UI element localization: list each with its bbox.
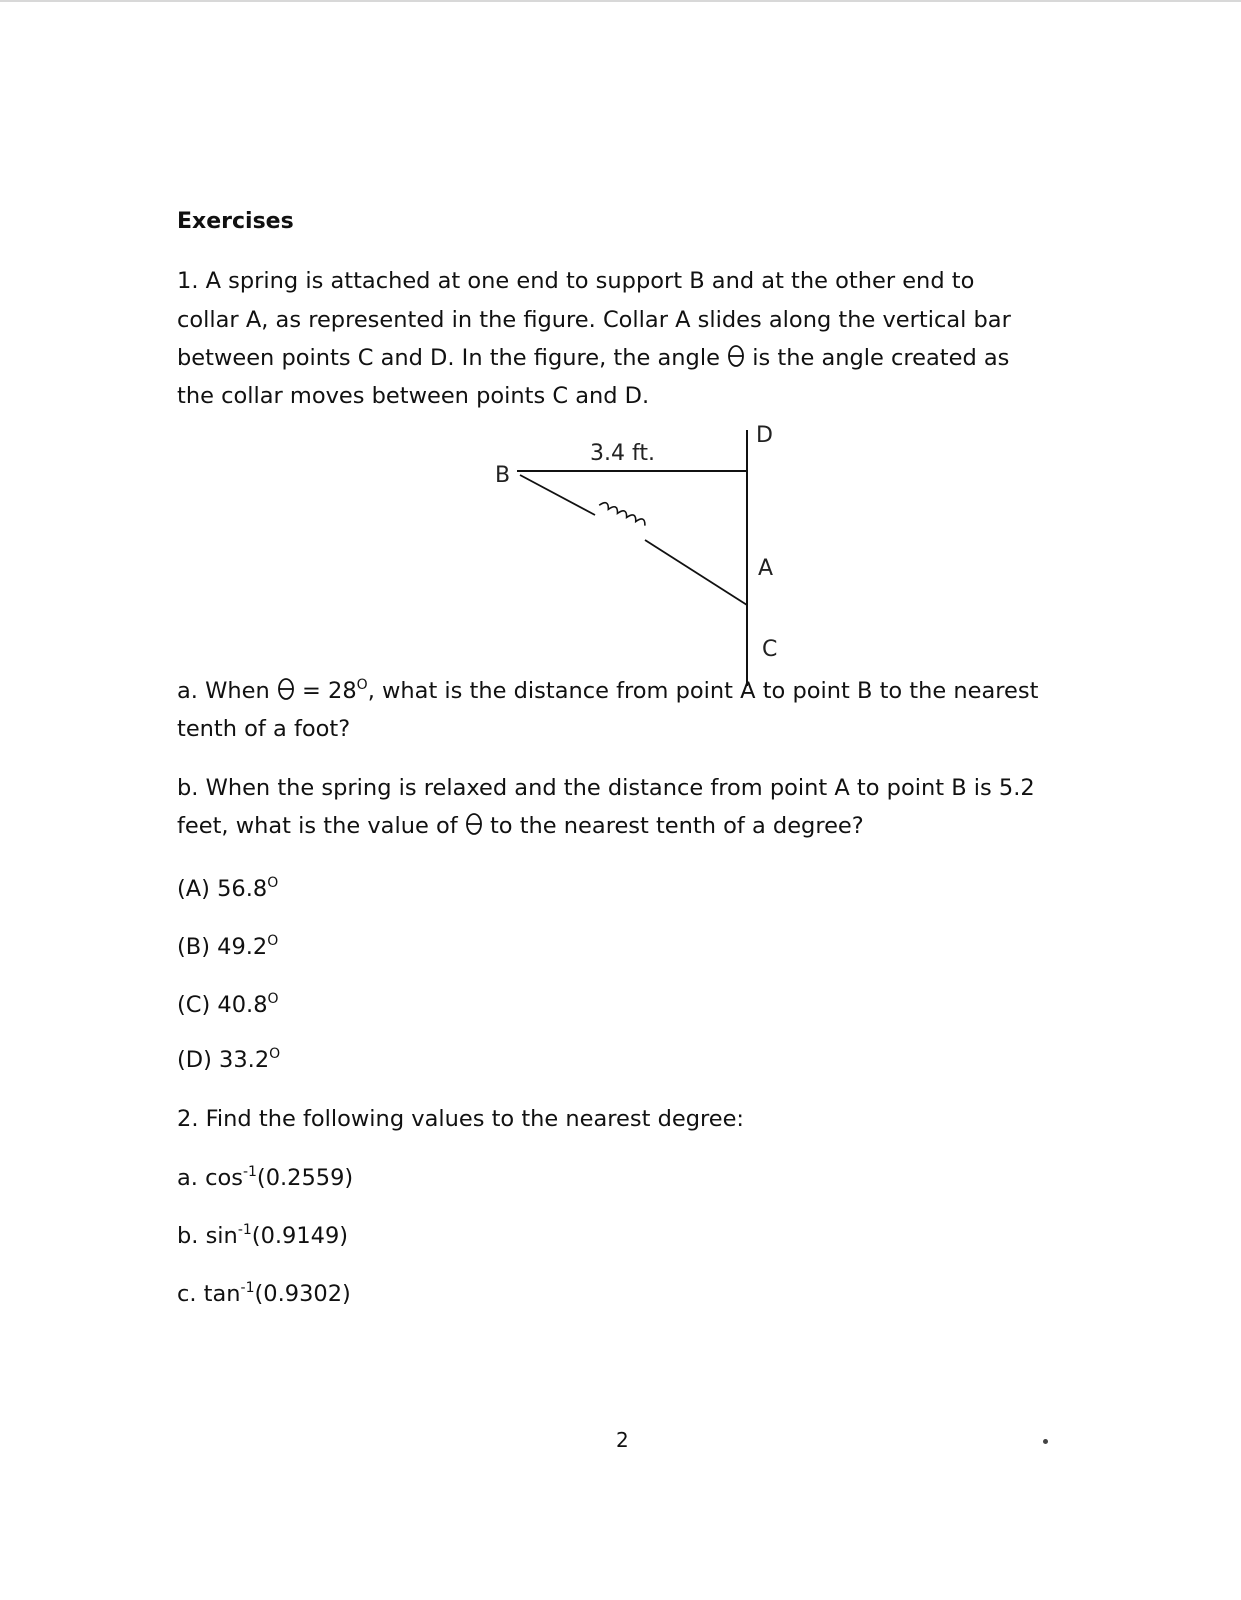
degree-mark: O [356, 677, 368, 693]
part-a-line1 [177, 672, 1038, 711]
point-c-label: C [762, 637, 778, 662]
degree-mark: O [267, 991, 279, 1007]
function-argument: (0.2559) [256, 1165, 354, 1191]
part-b-end: to the nearest tenth of a degree? [489, 813, 864, 839]
degree-mark: O [267, 933, 279, 949]
problem1-intro-line4: the collar moves between points C and D. [177, 383, 650, 409]
spring-segment-top [520, 475, 595, 515]
theta-icon [727, 344, 745, 368]
function-name: b. sin [177, 1223, 238, 1249]
function-argument: (0.9302) [254, 1281, 351, 1307]
function-argument: (0.9149) [251, 1223, 349, 1249]
choice-b-value: (B) 49.2 [177, 934, 268, 960]
part-a-question: , what is the distance from point A to point B to the nearest [367, 678, 1039, 704]
problem2-item-a [177, 1159, 353, 1198]
part-b-line2 [177, 807, 864, 846]
problem1-intro-line1: 1. A spring is attached at one end to support B and at the other end to [177, 268, 975, 294]
choice-c-value: (C) 40.8 [177, 992, 268, 1018]
spring-collar-figure [490, 420, 820, 690]
spring-coil [599, 501, 647, 526]
section-heading: Exercises [177, 209, 294, 234]
degree-mark: O [267, 875, 279, 891]
page-number: 2 [616, 1428, 629, 1452]
inverse-exponent: -1 [242, 1164, 257, 1180]
length-label: 3.4 ft. [590, 441, 655, 466]
choice-d [177, 1041, 280, 1080]
point-d-label: D [756, 423, 773, 448]
problem1-intro-line3 [177, 339, 1009, 378]
scan-speck [1043, 1439, 1048, 1444]
choice-a [177, 870, 278, 909]
point-a-label: A [758, 556, 774, 581]
problem2-item-b [177, 1217, 348, 1256]
intro-line3-end: is the angle created as [752, 345, 1010, 371]
intro-line3-start: between points C and D. In the figure, the angle [177, 345, 720, 371]
problem2-item-c [177, 1275, 351, 1314]
part-b-line1: b. When the spring is relaxed and the distance from point A to point B is 5.2 [177, 775, 1035, 801]
theta-icon [277, 677, 295, 701]
degree-mark: O [269, 1046, 281, 1062]
part-b-start: feet, what is the value of [177, 813, 458, 839]
choice-c [177, 986, 279, 1025]
page-top-edge [0, 0, 1241, 2]
theta-icon [465, 812, 483, 836]
point-b-label: B [495, 463, 511, 488]
function-name: a. cos [177, 1165, 243, 1191]
problem1-intro-line2: collar A, as represented in the figure. Collar A slides along the vertical bar [177, 307, 1011, 333]
inverse-exponent: -1 [240, 1280, 255, 1296]
part-a-line2: tenth of a foot? [177, 716, 351, 742]
choice-b [177, 928, 278, 967]
part-a-angle: = 28 [302, 678, 357, 704]
inverse-exponent: -1 [237, 1222, 252, 1238]
problem2-prompt: 2. Find the following values to the nearest degree: [177, 1106, 745, 1132]
choice-d-value: (D) 33.2 [177, 1047, 270, 1073]
function-name: c. tan [177, 1281, 241, 1307]
spring-segment-bottom [645, 540, 747, 605]
part-a-start: a. When [177, 678, 270, 704]
choice-a-value: (A) 56.8 [177, 876, 268, 902]
